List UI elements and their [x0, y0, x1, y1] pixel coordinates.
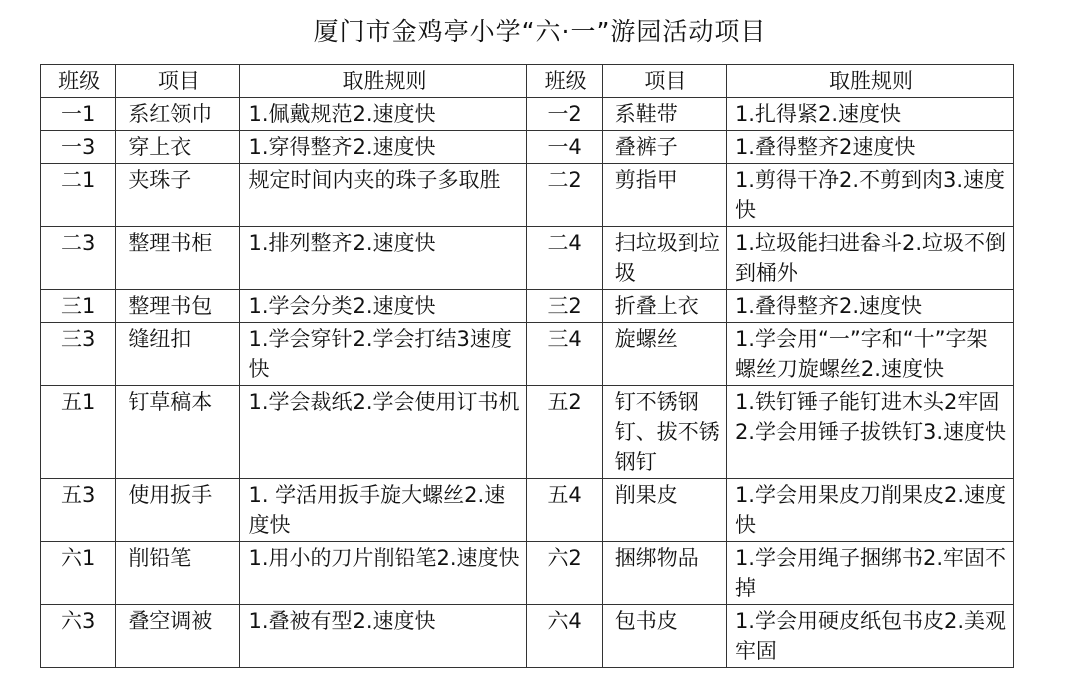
item-cell: 整理书柜	[116, 227, 240, 290]
class-cell: 二3	[41, 227, 116, 290]
table-row	[41, 98, 1014, 131]
table-row	[41, 164, 1014, 227]
header-class-left: 班级	[41, 65, 116, 98]
rule-cell: 1.剪得干净2.不剪到肉3.速度快	[726, 164, 1013, 227]
class-cell: 三2	[527, 290, 602, 323]
class-cell: 五2	[527, 386, 602, 479]
header-rule-right: 取胜规则	[726, 65, 1013, 98]
header-item-right: 项目	[602, 65, 726, 98]
rule-cell: 1.叠得整齐2速度快	[726, 131, 1013, 164]
header-class-right: 班级	[527, 65, 602, 98]
class-cell: 一4	[527, 131, 602, 164]
rule-cell: 1.学会裁纸2.学会使用订书机	[240, 386, 527, 479]
class-cell: 六4	[527, 605, 602, 668]
class-cell: 三1	[41, 290, 116, 323]
rule-cell: 1.学会用“一”字和“十”字架螺丝刀旋螺丝2.速度快	[726, 323, 1013, 386]
header-rule-left: 取胜规则	[240, 65, 527, 98]
rule-cell: 1.叠被有型2.速度快	[240, 605, 527, 668]
class-cell: 二4	[527, 227, 602, 290]
class-cell: 三3	[41, 323, 116, 386]
table-row	[41, 290, 1014, 323]
item-cell: 捆绑物品	[602, 542, 726, 605]
rule-cell: 1.学会分类2.速度快	[240, 290, 527, 323]
item-cell: 削铅笔	[116, 542, 240, 605]
rule-cell: 1.铁钉锤子能钉进木头2牢固2.学会用锤子拔铁钉3.速度快	[726, 386, 1013, 479]
activity-table	[40, 64, 1014, 668]
class-cell: 一3	[41, 131, 116, 164]
table-row	[41, 323, 1014, 386]
item-cell: 叠空调被	[116, 605, 240, 668]
rule-cell: 1.用小的刀片削铅笔2.速度快	[240, 542, 527, 605]
item-cell: 扫垃圾到垃圾	[602, 227, 726, 290]
header-item-left: 项目	[116, 65, 240, 98]
item-cell: 折叠上衣	[602, 290, 726, 323]
rule-cell: 1.扎得紧2.速度快	[726, 98, 1013, 131]
class-cell: 三4	[527, 323, 602, 386]
item-cell: 系鞋带	[602, 98, 726, 131]
class-cell: 六2	[527, 542, 602, 605]
class-cell: 二2	[527, 164, 602, 227]
item-cell: 削果皮	[602, 479, 726, 542]
class-cell: 五3	[41, 479, 116, 542]
class-cell: 二1	[41, 164, 116, 227]
class-cell: 五1	[41, 386, 116, 479]
rule-cell: 1.叠得整齐2.速度快	[726, 290, 1013, 323]
item-cell: 整理书包	[116, 290, 240, 323]
item-cell: 缝纽扣	[116, 323, 240, 386]
table-row	[41, 605, 1014, 668]
item-cell: 旋螺丝	[602, 323, 726, 386]
rule-cell: 1. 学活用扳手旋大螺丝2.速度快	[240, 479, 527, 542]
item-cell: 叠裤子	[602, 131, 726, 164]
item-cell: 钉草稿本	[116, 386, 240, 479]
table-header-row	[41, 65, 1014, 98]
class-cell: 六1	[41, 542, 116, 605]
rule-cell: 规定时间内夹的珠子多取胜	[240, 164, 527, 227]
item-cell: 包书皮	[602, 605, 726, 668]
table-row	[41, 386, 1014, 479]
table-row	[41, 479, 1014, 542]
item-cell: 夹珠子	[116, 164, 240, 227]
rule-cell: 1.学会用绳子捆绑书2.牢固不掉	[726, 542, 1013, 605]
rule-cell: 1.穿得整齐2.速度快	[240, 131, 527, 164]
rule-cell: 1.学会用果皮刀削果皮2.速度快	[726, 479, 1013, 542]
item-cell: 系红领巾	[116, 98, 240, 131]
rule-cell: 1.排列整齐2.速度快	[240, 227, 527, 290]
item-cell: 剪指甲	[602, 164, 726, 227]
rule-cell: 1.学会穿针2.学会打结3速度快	[240, 323, 527, 386]
table-row	[41, 227, 1014, 290]
item-cell: 使用扳手	[116, 479, 240, 542]
rule-cell: 1.垃圾能扫进畚斗2.垃圾不倒到桶外	[726, 227, 1013, 290]
class-cell: 一1	[41, 98, 116, 131]
class-cell: 一2	[527, 98, 602, 131]
rule-cell: 1.学会用硬皮纸包书皮2.美观牢固	[726, 605, 1013, 668]
table-row	[41, 131, 1014, 164]
rule-cell: 1.佩戴规范2.速度快	[240, 98, 527, 131]
table-row	[41, 542, 1014, 605]
class-cell: 六3	[41, 605, 116, 668]
item-cell: 穿上衣	[116, 131, 240, 164]
item-cell: 钉不锈钢钉、拔不锈钢钉	[602, 386, 726, 479]
class-cell: 五4	[527, 479, 602, 542]
page-title: 厦门市金鸡亭小学“六·一”游园活动项目	[313, 17, 767, 46]
